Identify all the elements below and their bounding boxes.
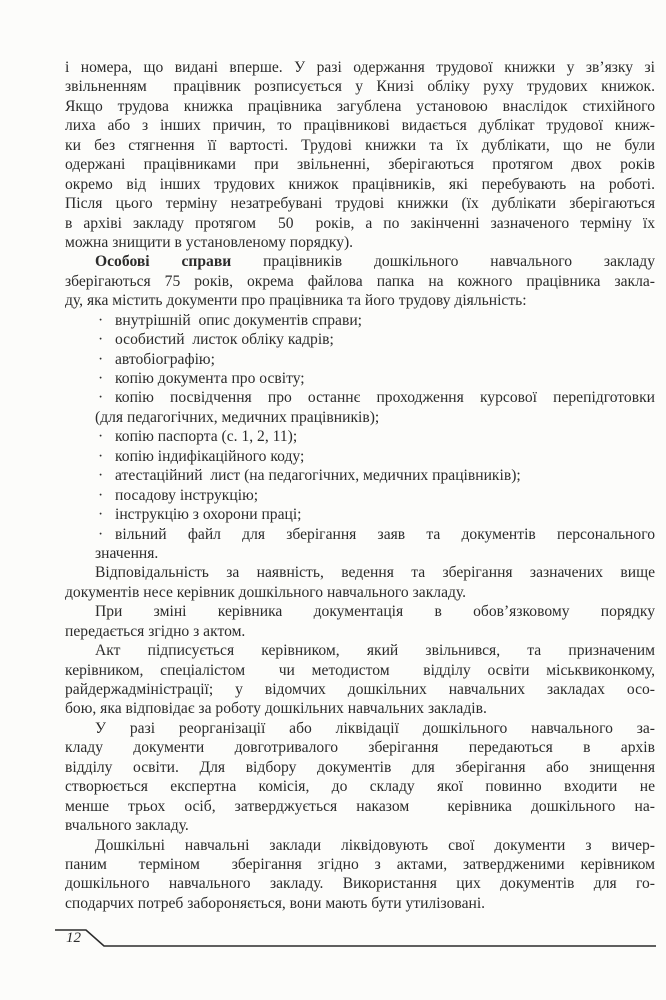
line-text: внутрішній опис документів справи; — [115, 311, 363, 329]
text-line — [65, 466, 655, 485]
page-number: 12 — [66, 930, 81, 946]
paragraph — [65, 836, 655, 914]
line-text: Акт підписується керівником, який звільнився, та призначеним — [95, 642, 655, 660]
page-footer — [0, 920, 666, 960]
line-text: копію посвідчення про останнє проходження курсової перепідготовки — [115, 389, 655, 407]
text-line — [65, 699, 655, 718]
text-line — [65, 505, 655, 524]
text-line — [65, 486, 655, 505]
line-text: інструкцію з охорони праці; — [115, 506, 302, 524]
text-line — [65, 816, 655, 835]
text-line — [65, 894, 655, 913]
text-line — [65, 252, 655, 271]
line-text: сподарчих потреб забороняється, вони мають бути утилізовані. — [65, 894, 486, 912]
line-text: При зміні керівника документація в обов’язковому порядку — [95, 603, 655, 621]
text-line — [65, 272, 655, 291]
line-text: створюється експертна комісія, до складу якої повинно входити не — [65, 778, 655, 796]
text-line — [65, 194, 655, 213]
line-text: значення. — [95, 544, 159, 562]
text-line — [65, 641, 655, 660]
line-text: копію паспорта (с. 1, 2, 11); — [115, 428, 298, 446]
list-item — [65, 350, 655, 369]
bullet-icon: · — [98, 311, 104, 329]
line-text: кладу документи довготривалого зберігання передаються в архів — [65, 739, 655, 757]
text-line — [65, 447, 655, 466]
text-line — [65, 738, 655, 757]
list-item — [65, 447, 655, 466]
text-line — [65, 797, 655, 816]
text-line — [65, 58, 655, 77]
line-text: в архіві закладу протягом 50 років, а по закінченні зазначеного терміну їх — [65, 214, 655, 232]
bullet-icon: · — [98, 331, 104, 349]
text-line — [65, 330, 655, 349]
paragraph — [65, 641, 655, 719]
line-text: особистий листок обліку кадрів; — [115, 331, 334, 349]
line-text: райдержадміністрації; у відомчих дошкільних навчальних закладах осо- — [65, 681, 655, 698]
text-line — [65, 155, 655, 174]
text-line — [65, 116, 655, 135]
line-text: копію документа про освіту; — [115, 370, 305, 387]
list-item — [65, 427, 655, 446]
paragraph — [65, 719, 655, 836]
page-body-text — [65, 58, 655, 913]
text-line — [65, 427, 655, 446]
list-item — [65, 525, 655, 564]
list-item — [65, 369, 655, 388]
line-text: автобіографію; — [115, 350, 215, 368]
line-text: звільненням працівник розписується у Книзі обліку руху трудових книжок. — [65, 78, 655, 96]
line-text: Відповідальність за наявність, ведення та зберігання зазначених вище — [95, 564, 655, 582]
text-line — [65, 77, 655, 96]
line-text: працівників дошкільного навчального закладу — [231, 253, 656, 271]
list-item — [65, 486, 655, 505]
bullet-icon: · — [98, 370, 104, 387]
text-line — [65, 97, 655, 116]
text-line — [65, 291, 655, 310]
line-text: відділу освіти. Для відбору документів для зберігання або знищення — [65, 758, 655, 776]
text-line — [65, 136, 655, 155]
text-line — [65, 175, 655, 194]
line-text: Дошкільні навчальні заклади ліквідовують свої документи з вичер- — [95, 836, 655, 854]
text-line — [65, 661, 655, 680]
text-line — [65, 777, 655, 796]
list-item — [65, 311, 655, 330]
line-text: керівником, спеціалістом чи методистом відділу освіти міськвиконкому, — [65, 661, 655, 679]
bold-term: Особові справи — [95, 253, 232, 271]
line-text: атестаційний лист (на педагогічних, медичних працівників); — [115, 467, 521, 485]
line-text: передається згідно з актом. — [65, 622, 246, 640]
list-item — [65, 505, 655, 524]
text-line — [65, 233, 655, 252]
paragraph — [65, 252, 655, 310]
text-line — [65, 544, 655, 563]
text-line — [65, 622, 655, 641]
bullet-icon: · — [98, 506, 104, 524]
text-line — [65, 855, 655, 874]
text-line — [65, 719, 655, 738]
text-line — [65, 350, 655, 369]
line-text: копію індифікаційного коду; — [115, 447, 305, 465]
list-item — [65, 466, 655, 485]
line-text: зберігаються 75 років, окрема файлова папка на кожного працівника закла- — [65, 272, 655, 290]
line-text: документів несе керівник дошкільного навчального закладу. — [65, 583, 467, 601]
text-line — [65, 758, 655, 777]
footer-rule — [0, 920, 666, 960]
bullet-icon: · — [98, 486, 104, 504]
bullet-icon: · — [98, 389, 104, 407]
line-text: ки без стягнення її вартості. Трудові книжки та їх дублікати, що не були — [65, 136, 655, 154]
line-text: лиха або з інших причин, то працівникові видається дублікат трудової книж- — [65, 117, 655, 135]
text-line — [65, 369, 655, 388]
text-line — [65, 874, 655, 893]
line-text: ду, яка містить документи про працівника та його трудову діяльність: — [65, 292, 527, 310]
line-text: бою, яка відповідає за роботу дошкільних навчальних закладів. — [65, 700, 487, 718]
paragraph — [65, 563, 655, 602]
text-line — [65, 836, 655, 855]
paragraph — [65, 602, 655, 641]
text-line — [65, 388, 655, 407]
text-line — [65, 408, 655, 427]
text-line — [65, 214, 655, 233]
line-text: Якщо трудова книжка працівника загублена установою внаслідок стихійного — [65, 97, 655, 115]
text-line — [65, 525, 655, 544]
line-text: паним терміном зберігання згідно з актами, затвердженими керівником — [65, 855, 655, 873]
text-line — [65, 563, 655, 582]
paragraph — [65, 58, 655, 252]
list-item — [65, 330, 655, 349]
text-line — [65, 602, 655, 621]
bullet-icon: · — [98, 350, 104, 368]
line-text: і номера, що видані вперше. У разі одержання трудової книжки у зв’язку зі — [65, 59, 655, 76]
line-text: окремо від інших трудових книжок працівників, які перебувають на роботі. — [65, 175, 655, 193]
bullet-icon: · — [98, 428, 104, 446]
line-text: одержані працівниками при звільненні, зберігаються протягом двох років — [65, 156, 655, 174]
line-text: вільний файл для зберігання заяв та документів персонального — [115, 525, 655, 543]
line-text: У разі реорганізації або ліквідації дошкільного навчального за- — [95, 719, 655, 737]
line-text: можна знищити в установленому порядку). — [65, 233, 354, 251]
text-line — [65, 583, 655, 602]
line-text: менше трьох осіб, затверджується наказом керівника дошкільного на- — [65, 797, 655, 815]
text-line — [65, 311, 655, 330]
line-text: Після цього терміну незатребувані трудові книжки (їх дублікати зберігаються — [65, 195, 655, 213]
line-text: дошкільного навчального закладу. Використання цих документів для го- — [65, 875, 655, 893]
bullet-icon: · — [98, 525, 104, 543]
line-text: (для педагогічних, медичних працівників); — [95, 408, 380, 426]
line-text: посадову інструкцію; — [115, 486, 259, 504]
list-item — [65, 388, 655, 427]
line-text: вчального закладу. — [65, 817, 189, 835]
text-line — [65, 680, 655, 699]
bullet-icon: · — [98, 447, 104, 465]
bullet-icon: · — [98, 467, 104, 485]
